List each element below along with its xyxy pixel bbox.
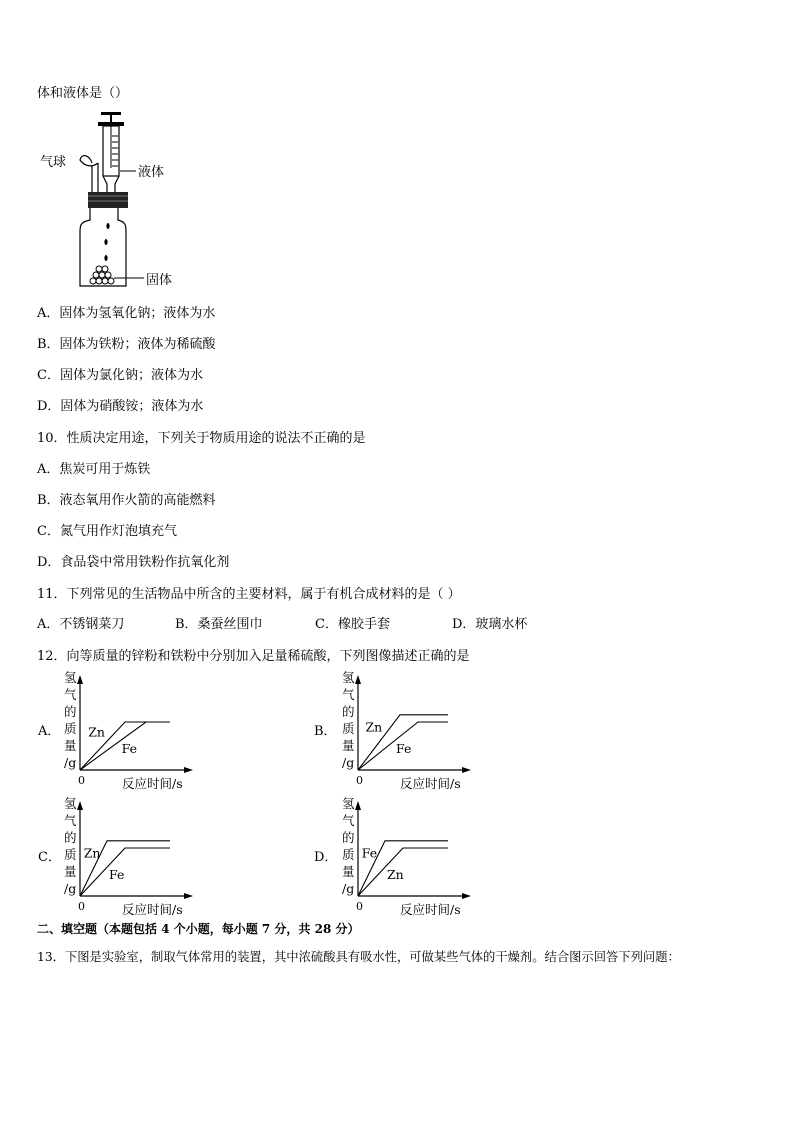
chart-d-origin: 0	[356, 900, 363, 913]
chart-b-xlabel: 反应时间/s	[400, 776, 461, 791]
chart-c-ylabel-char: 量	[64, 864, 77, 879]
section-2-heading: 二、填空题（本题包括 4 个小题，每小题 7 分，共 28 分）	[37, 922, 360, 936]
chart-a-ylabel-char: 质	[64, 721, 77, 736]
chart-b-ylabel-char: 氢	[342, 670, 355, 685]
q9-stem-tail: 体和液体是（）	[37, 86, 129, 101]
chart-a-origin: 0	[78, 774, 85, 787]
chart-b-origin: 0	[356, 774, 363, 787]
chart-c-x-arrow	[184, 893, 193, 899]
q11-option-a: A．不锈钢菜刀	[37, 617, 125, 632]
chart-b-ylabel-char: 的	[342, 704, 355, 719]
chart-a-xlabel: 反应时间/s	[122, 776, 183, 791]
liquid-label: 液体	[138, 165, 165, 180]
q9-option-a: A．固体为氢氧化钠；液体为水	[37, 306, 216, 321]
solid-label: 固体	[146, 273, 173, 288]
chart-c-y-arrow	[77, 801, 83, 810]
chart-d-x-arrow	[462, 893, 471, 899]
chart-b-x-arrow	[462, 767, 471, 773]
chart-a-y-arrow	[77, 675, 83, 684]
chart-d-ylabel-char: 质	[342, 847, 355, 862]
chart-a-ylabel-char: 氢	[64, 670, 77, 685]
q11-stem: 11．下列常见的生活物品中所含的主要材料，属于有机合成材料的是（ ）	[37, 587, 461, 602]
chart-d-y-arrow	[355, 801, 361, 810]
q10-option-c: C．氮气用作灯泡填充气	[37, 524, 177, 539]
chart-a-ylabel-char: /g	[64, 755, 77, 770]
chart-a-label-fe: Fe	[121, 741, 137, 757]
chart-b-label-zn: Zn	[365, 719, 383, 735]
q13-stem: 13．下图是实验室，制取气体常用的装置，其中浓硫酸具有吸水性，可做某些气体的干燥剂。结合图示回答下列问题：	[37, 950, 680, 964]
chart-a-label-zn: Zn	[88, 724, 105, 740]
chart-a-ylabel-char: 的	[64, 704, 77, 719]
chart-b-ylabel-char: 气	[342, 687, 355, 702]
chart-c-label-zn: Zn	[83, 845, 101, 861]
chart-a-x-arrow	[184, 767, 193, 773]
chart-b-label-fe: Fe	[396, 741, 412, 757]
chart-a-letter: A．	[38, 724, 61, 739]
q11-option-c: C．橡胶手套	[315, 617, 390, 632]
chart-c-ylabel-char: 氢	[64, 796, 77, 811]
chart-d-xlabel: 反应时间/s	[400, 902, 461, 917]
chart-d-ylabel-char: 量	[342, 864, 355, 879]
chart-c-label-fe: Fe	[109, 867, 125, 883]
q10-option-a: A．焦炭可用于炼铁	[37, 462, 151, 477]
chart-c-origin: 0	[78, 900, 85, 913]
chart-b-y-arrow	[355, 675, 361, 684]
chart-d-label-zn: Zn	[387, 867, 404, 883]
chart-c-letter: C．	[38, 850, 61, 865]
chart-a-ylabel-char: 气	[64, 687, 77, 702]
q10-option-d: D．食品袋中常用铁粉作抗氧化剂	[37, 555, 230, 570]
chart-a-ylabel-char: 量	[64, 738, 77, 753]
chart-b-letter: B．	[314, 724, 337, 739]
chart-b-ylabel-char: /g	[342, 755, 355, 770]
q12-stem: 12．向等质量的锌粉和铁粉中分别加入足量稀硫酸，下列图像描述正确的是	[37, 649, 470, 664]
chart-b-ylabel-char: 质	[342, 721, 355, 736]
q11-option-d: D．玻璃水杯	[452, 617, 528, 632]
q10-option-b: B．液态氧用作火箭的高能燃料	[37, 493, 216, 508]
chart-b-ylabel-char: 量	[342, 738, 355, 753]
balloon-label: 气球	[40, 155, 67, 170]
q12-charts	[0, 668, 794, 920]
chart-d-ylabel-char: /g	[342, 881, 355, 896]
chart-d-ylabel-char: 氢	[342, 796, 355, 811]
chart-c-ylabel-char: 气	[64, 813, 77, 828]
chart-c-ylabel-char: /g	[64, 881, 77, 896]
q11-options	[37, 613, 777, 633]
q9-option-d: D．固体为硝酸铵；液体为水	[37, 399, 204, 414]
chart-d-ylabel-char: 的	[342, 830, 355, 845]
chart-c-ylabel-char: 质	[64, 847, 77, 862]
chart-d-letter: D．	[314, 850, 338, 865]
q11-option-b: B．桑蚕丝围巾	[175, 617, 263, 632]
chart-d-label-fe: Fe	[361, 845, 378, 861]
apparatus-figure	[36, 108, 196, 293]
q9-option-b: B．固体为铁粉；液体为稀硫酸	[37, 337, 216, 352]
q10-stem: 10．性质决定用途，下列关于物质用途的说法不正确的是	[37, 431, 366, 446]
chart-c-xlabel: 反应时间/s	[122, 902, 183, 917]
q9-option-c: C．固体为氯化钠；液体为水	[37, 368, 203, 383]
chart-c-ylabel-char: 的	[64, 830, 77, 845]
chart-d-ylabel-char: 气	[342, 813, 355, 828]
